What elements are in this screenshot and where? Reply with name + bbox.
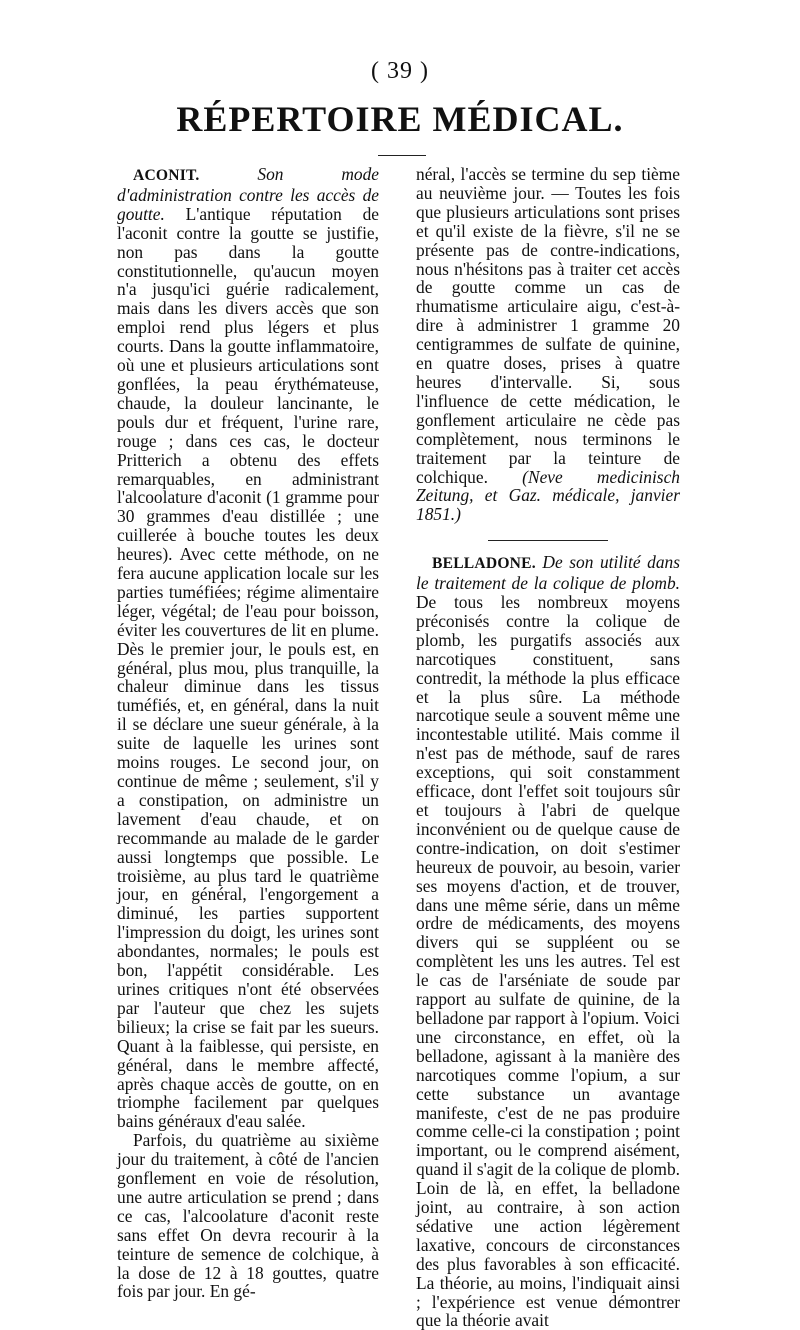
aconit-paragraph-2: Parfois, du quatrième au sixième jour du traitement, à côté de l'ancien gonflement en voie de résolution, une autre articulation se prend ; dans ce cas, l'alcoolature d'aconit reste sans effet On devra recourir à la teinture de semence de colchique, à la dose de 12 à 18 gouttes, quatre fois par jour. En gé- xyxy=(117,1130,379,1302)
aconit-entry xyxy=(117,165,379,1131)
entry-head-belladone: BELLADONE. xyxy=(432,555,536,573)
aconit-paragraph-1: L'antique réputation de l'aconit contre la goutte se justifie, non pas dans la goutte constitutionnelle, qu'aucun moyen n'a jusqu'ici guérie radicalement, mais dans les divers accès que son emploi rend plus légers et plus courts. Dans la goutte inflammatoire, où une et plusieurs articulations sont gonflées, la peau érythémateuse, chaude, la douleur lancinante, le pouls dur et fréquent, l'urine rare, rouge ; dans ces cas, le docteur Pritterich a obtenu des effets remarquables, en administrant l'alcoolature d'aconit (1 gramme pour 30 grammes d'eau distillée ; une cuillerée à bouche toutes les deux heures). Avec cette méthode, on ne fera aucune application locale sur les parties tuméfiées; régime alimentaire léger, végétal; de l'eau pour boisson, éviter les couvertures de lit en plume. Dès le premier jour, le pouls est, en général, plus mou, plus tranquille, la chaleur diminue dans les tissus tuméfiés, et, en général, dans la nuit il se déclare une sueur générale, à la suite de laquelle les urines sont moins rouges. Le second jour, on continue de même ; seulement, s'il y a constipation, on administre un lavement d'eau chaude, et on recommande au malade de le garder aussi longtemps que possible. Le troisième, au plus tard le quatrième jour, en général, l'engorgement a diminué, les parties supportent l'impression du doigt, les urines sont abondantes, normales; le pouls est bon, l'appétit considérable. Les urines critiques n'ont été observées par l'auteur que chez les sujets bilieux; la crise se fait par les sueurs. Quant à la faiblesse, qui persiste, en général, dans le membre affecté, après chaque accès de goutte, on en triomphe facilement par quelques bains généraux d'eau salée. xyxy=(117,203,379,1132)
page-number: ( 39 ) xyxy=(371,58,429,84)
aconit-citation: (Neve medicinisch Zeitung, et Gaz. médicale, janvier 1851.) xyxy=(416,466,680,525)
entry-head-aconit: ACONIT. xyxy=(133,167,200,184)
left-column xyxy=(117,165,379,1301)
title-rule xyxy=(378,155,426,156)
entry-subtitle-aconit: Son mode d'administration contre les accès de goutte. xyxy=(117,164,379,224)
aconit-continuation xyxy=(416,165,680,524)
right-column xyxy=(416,165,680,1330)
entry-separator xyxy=(488,540,608,541)
belladone-entry xyxy=(416,553,680,1330)
aconit-continued-text: néral, l'accès se termine du sep tième au neuvième jour. — Toutes les fois que plusieurs articulations sont prises et qu'il existe de la fièvre, s'il ne se présente pas de contre-indications, nous n'hésitons pas à traiter cet accès de goutte comme un cas de rhumatisme articulaire aigu, c'est-à-dire à administrer 1 gramme 20 centigrammes de sulfate de quinine, en quatre doses, prises à quatre heures d'intervalle. Si, sous l'influence de cette médication, le gonflement articulaire ne cède pas complètement, nous terminons le traitement par la teinture de colchique. xyxy=(416,164,680,487)
page-title: RÉPERTOIRE MÉDICAL. xyxy=(176,99,624,139)
entry-subtitle-belladone: De son utilité dans le traitement de la colique de plomb. xyxy=(416,552,680,594)
belladone-paragraph-1: De tous les nombreux moyens préconisés contre la colique de plomb, les purgatifs associés aux narcotiques constituent, sans contredit, la méthode la plus efficace et la plus sûre. La méthode narcotique seule a souvent même une incontestable utilité. Mais comme il n'est pas de méthode, sauf de rares exceptions, qui soit constamment efficace, dont l'effet soit toujours sûr et toujours à l'abri de quelque inconvénient ou de quelque cause de contre-indication, on doit s'estimer heureux de pouvoir, au besoin, varier ses moyens d'action, et de trouver, dans une même série, dans un même ordre de médicaments, des moyens divers qui se suppléent ou se complètent les uns les autres. Tel est le cas de l'arséniate de soude par rapport au sulfate de quinine, de la belladone par rapport à l'opium. Voici une circonstance, en effet, où la belladone, agissant à la manière des narcotiques comme l'opium, a sur cette substance un avantage manifeste, c'est de ne pas produire comme celle-ci la constipation ; point important, ou le comprend aisément, quand il s'agit de la colique de plomb. Loin de là, en effet, la belladone joint, au contraire, à son action sédative une action légèrement laxative, concours de circonstances des plus favorables à son efficacité. La théorie, au moins, l'indiquait ainsi ; l'expérience est venue démontrer que la théorie avait xyxy=(416,592,680,1330)
